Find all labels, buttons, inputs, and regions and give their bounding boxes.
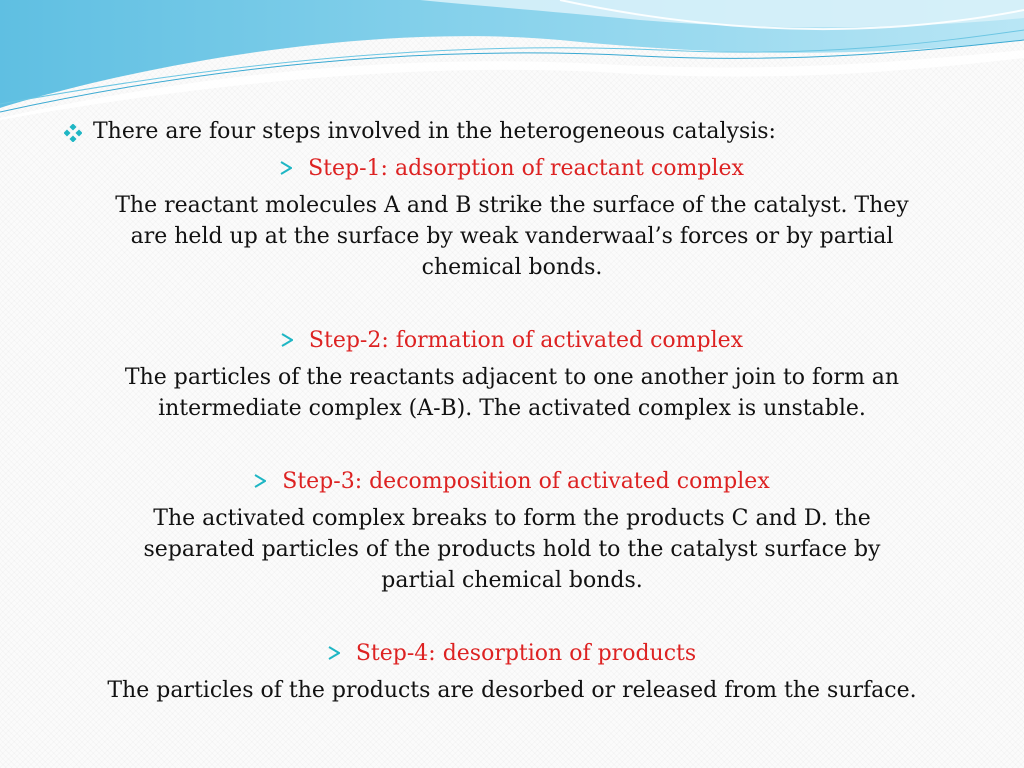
step-3-heading xyxy=(0,470,1024,494)
step-4-text-line-1: The particles of the products are desorbed or released from the surface. xyxy=(107,678,917,703)
step-2-heading xyxy=(0,329,1024,353)
step-4-heading xyxy=(0,642,1024,666)
intro-text: There are four steps involved in the heterogeneous catalysis: xyxy=(93,119,776,144)
step-1-title: Step-1: adsorption of reactant complex xyxy=(308,156,744,181)
step-4-title: Step-4: desorption of products xyxy=(355,641,697,666)
diamond-bullet-icon xyxy=(64,124,82,142)
step-3-text-line-3: partial chemical bonds. xyxy=(381,568,643,593)
step-2-title: Step-2: formation of activated complex xyxy=(308,328,744,353)
step-1-heading xyxy=(0,157,1024,181)
intro-line xyxy=(64,120,776,144)
step-2-text-line-2: intermediate complex (A-B). The activated complex is unstable. xyxy=(158,396,866,421)
step-3-text-line-1: The activated complex breaks to form the products C and D. the xyxy=(153,506,871,531)
step-1-text-line-1: The reactant molecules A and B strike the surface of the catalyst. They xyxy=(115,193,909,218)
arrow-bullet-icon xyxy=(254,474,266,488)
arrow-bullet-icon xyxy=(281,333,293,347)
arrow-bullet-icon xyxy=(328,646,340,660)
step-1-text-line-2: are held up at the surface by weak vanderwaal’s forces or by partial xyxy=(130,224,894,249)
step-3-title: Step-3: decomposition of activated complex xyxy=(282,469,770,494)
arrow-bullet-icon xyxy=(280,161,292,175)
step-2-text-line-1: The particles of the reactants adjacent to one another join to form an xyxy=(124,365,900,390)
step-3-text-line-2: separated particles of the products hold to the catalyst surface by xyxy=(143,537,881,562)
step-1-text-line-3: chemical bonds. xyxy=(421,255,603,280)
